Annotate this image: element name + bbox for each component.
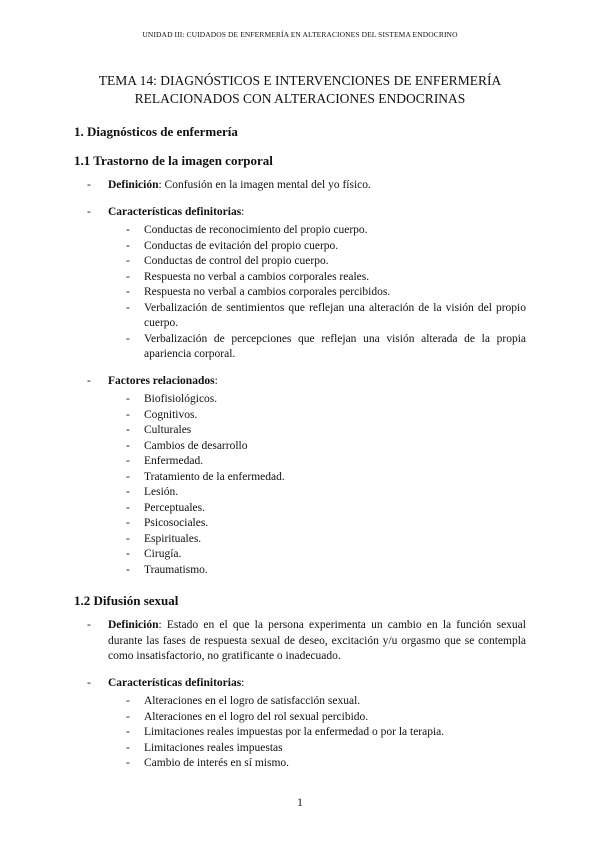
bullet-dash: - xyxy=(126,408,130,421)
list-item xyxy=(108,725,526,741)
list-item-text: Conductas de control del propio cuerpo. xyxy=(144,255,329,267)
definition-text: : Estado en el que la persona experimenta un cambio en la función sexual durante las fases de respuesta sexual de deseo, excitación y/u orgasmo que se contempla como insatisfactorio, no gratificante o inadecuado. xyxy=(108,619,526,662)
bullet-dash: - xyxy=(87,619,91,631)
list-item xyxy=(108,423,526,439)
list-item-text: Psicosociales. xyxy=(144,517,209,529)
page-title xyxy=(0,72,600,108)
list-item-text: Verbalización de sentimientos que reflejan una alteración de la visión del propio cuerpo. xyxy=(144,301,526,329)
list-item-text: Lesión. xyxy=(144,486,179,498)
list-item xyxy=(108,439,526,455)
list-item-text: Limitaciones reales impuestas por la enfermedad o por la terapia. xyxy=(144,726,445,738)
list-item xyxy=(108,254,526,270)
bullet-dash: - xyxy=(126,286,130,298)
list-item-text: Conductas de evitación del propio cuerpo. xyxy=(144,239,339,252)
list-item-text: Respuesta no verbal a cambios corporales percibidos. xyxy=(144,286,391,298)
factors-block xyxy=(74,374,526,579)
list-item xyxy=(108,547,526,563)
bullet-dash: - xyxy=(126,757,130,769)
bullet-dash: - xyxy=(87,205,91,218)
list-item xyxy=(108,563,526,579)
list-item xyxy=(108,408,526,424)
bullet-dash: - xyxy=(126,517,130,529)
list-item-text: Alteraciones en el logro del rol sexual percibido. xyxy=(144,710,369,723)
colon: : xyxy=(241,205,245,218)
list-item xyxy=(108,470,526,486)
bullet-dash: - xyxy=(126,741,130,754)
list-item-text: Traumatismo. xyxy=(144,563,208,576)
list-item-text: Cirugía. xyxy=(144,548,182,560)
list-item xyxy=(108,285,526,301)
bullet-dash: - xyxy=(126,548,130,560)
title-line-2: RELACIONADOS CON ALTERACIONES ENDOCRINAS xyxy=(134,91,466,106)
list-item xyxy=(108,516,526,532)
subsection-heading-1-2: 1.2 Difusión sexual xyxy=(74,593,179,608)
factors-label: Factores relacionados xyxy=(108,374,215,387)
page-number: 1 xyxy=(297,797,303,809)
bullet-dash: - xyxy=(87,374,91,387)
list-item-text: Espirituales. xyxy=(144,532,202,545)
section-heading: 1. Diagnósticos de enfermería xyxy=(74,124,238,139)
bullet-dash: - xyxy=(87,179,91,191)
list-item-text: Cambio de interés en sí mismo. xyxy=(144,757,290,769)
colon: : xyxy=(214,374,218,387)
bullet-dash: - xyxy=(126,695,130,707)
list-item-text: Respuesta no verbal a cambios corporales reales. xyxy=(144,270,370,283)
bullet-dash: - xyxy=(126,393,130,405)
list-item-text: Verbalización de percepciones que reflejan una visión alterada de la propia apariencia corporal. xyxy=(144,332,526,360)
characteristics-label: Características definitorias xyxy=(108,205,242,218)
list-item xyxy=(108,710,526,726)
characteristics-list xyxy=(108,223,526,363)
definition-block xyxy=(74,178,526,194)
list-item xyxy=(108,223,526,239)
list-item xyxy=(108,332,526,363)
subsection-heading-1-1: 1.1 Trastorno de la imagen corporal xyxy=(74,153,273,168)
list-item xyxy=(108,741,526,757)
bullet-dash: - xyxy=(126,224,130,236)
list-item-text: Conductas de reconocimiento del propio cuerpo. xyxy=(144,224,368,236)
list-item-text: Cambios de desarrollo xyxy=(144,439,248,452)
bullet-dash: - xyxy=(126,301,130,314)
characteristics-label: Características definitorias xyxy=(108,676,242,689)
list-item xyxy=(108,501,526,517)
running-header: UNIDAD III: CUIDADOS DE ENFERMERÍA EN ALTERACIONES DEL SISTEMA ENDOCRINO xyxy=(142,30,458,39)
list-item-text: Tratamiento de la enfermedad. xyxy=(144,470,285,483)
list-item-text: Perceptuales. xyxy=(144,501,205,514)
characteristics-list xyxy=(108,694,526,772)
list-item-text: Culturales xyxy=(144,424,192,436)
list-item-text: Alteraciones en el logro de satisfacción sexual. xyxy=(144,695,361,707)
list-item xyxy=(108,756,526,772)
factors-list xyxy=(108,392,526,578)
list-item-text: Cognitivos. xyxy=(144,408,198,421)
definition-label: Definición xyxy=(108,179,159,191)
bullet-dash: - xyxy=(126,424,130,436)
characteristics-block xyxy=(74,676,526,772)
definition-text: : Confusión en la imagen mental del yo físico. xyxy=(158,179,371,191)
list-item xyxy=(108,392,526,408)
definition-block xyxy=(74,618,526,665)
list-item-text: Enfermedad. xyxy=(144,455,204,467)
list-item-text: Limitaciones reales impuestas xyxy=(144,741,283,754)
list-item xyxy=(108,454,526,470)
bullet-dash: - xyxy=(126,455,130,467)
bullet-dash: - xyxy=(126,486,130,498)
bullet-dash: - xyxy=(126,501,130,514)
definition-label: Definición xyxy=(108,619,159,631)
list-item xyxy=(108,532,526,548)
bullet-dash: - xyxy=(126,439,130,452)
bullet-dash: - xyxy=(126,239,130,252)
list-item xyxy=(108,270,526,286)
bullet-dash: - xyxy=(126,532,130,545)
bullet-dash: - xyxy=(126,255,130,267)
list-item xyxy=(108,485,526,501)
bullet-dash: - xyxy=(126,332,130,345)
bullet-dash: - xyxy=(126,270,130,283)
list-item xyxy=(108,239,526,255)
bullet-dash: - xyxy=(87,676,91,689)
list-item xyxy=(108,694,526,710)
content xyxy=(74,124,526,783)
list-item-text: Biofisiológicos. xyxy=(144,393,218,405)
characteristics-block xyxy=(74,205,526,363)
title-line-1: TEMA 14: DIAGNÓSTICOS E INTERVENCIONES DE ENFERMERÍA xyxy=(98,73,502,88)
list-item xyxy=(108,301,526,332)
bullet-dash: - xyxy=(126,726,130,738)
bullet-dash: - xyxy=(126,563,130,576)
bullet-dash: - xyxy=(126,470,130,483)
colon: : xyxy=(241,676,245,689)
bullet-dash: - xyxy=(126,710,130,723)
